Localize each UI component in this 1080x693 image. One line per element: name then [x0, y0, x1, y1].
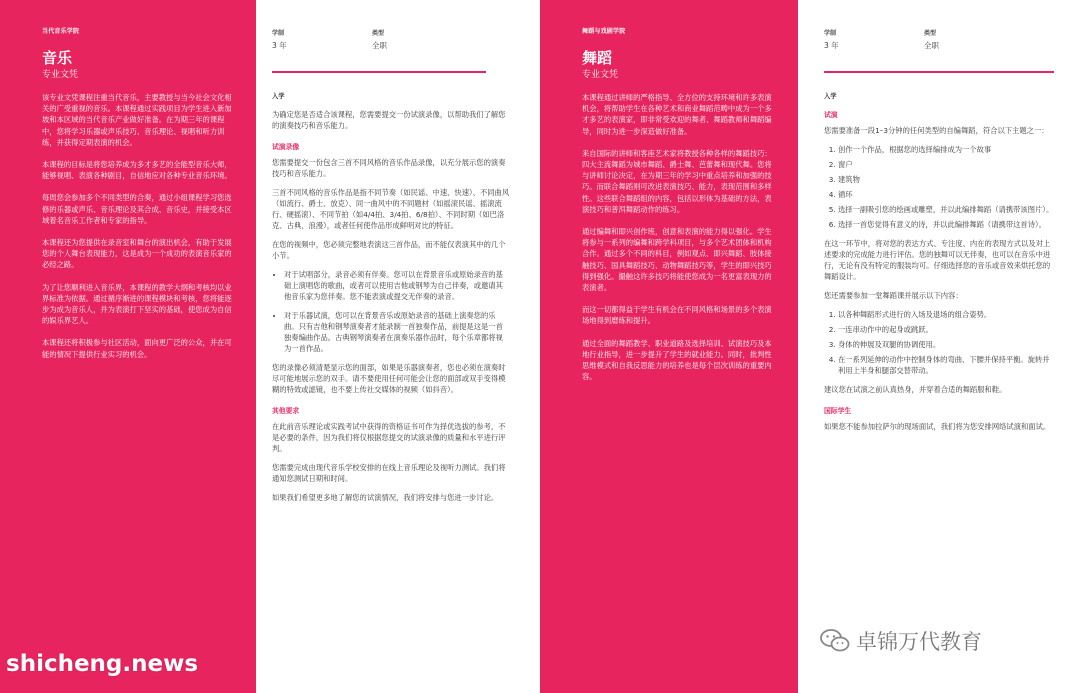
international-paragraph: 如果您不能参加拉萨尔的现场面试，我们将为您安排网络试演和面试。 [824, 422, 1051, 431]
assessment-paragraph: 在这一环节中，将对您的表达方式、专注度、内在的表现方式以及对上述要求的完成能力进行评估。您的独舞可以无伴奏，也可以在音乐中进行，无论有没有特定的服装均可。仔细选择您的音乐或音效来烘托您的舞蹈设计。 [824, 239, 1051, 281]
music-paragraph: 本课程还将积极参与社区活动，面向更广泛的公众，并在可能的情况下提供行业实习的机会。 [42, 338, 232, 359]
list-item: 4. 在一系列延伸的动作中控制身体的弯曲、下腰并保持平衡。旋转并利用上半身和腿部交替带动。 [838, 354, 1054, 376]
other-paragraph: 在此前音乐理论或实践考试中获得的资格证书可作为择优选拔的参考，不是必要的条件，因为我们将仅根据您提交的试演录像的质量和水平进行评判。 [272, 422, 506, 453]
study-label: 学制 [824, 30, 837, 37]
theme-list [824, 144, 1054, 230]
list-item: 2. 窗户 [838, 159, 1054, 170]
international-heading: 国际学生 [824, 407, 852, 415]
music-meta [272, 28, 510, 51]
music-paragraph: 为了让您顺利进入音乐界，本课程的教学大纲和考核均以业界标准为依据。通过循序渐进的课程模块和考核，您将能逐步为成为音乐人，并为表演打下坚实的基础，使您成为自信的娱乐界艺人。 [42, 282, 232, 326]
dance-requirements-panel [798, 0, 1080, 693]
admission-heading: 入学 [272, 93, 285, 100]
audition-paragraph: 您需要提交一份包含三首不同风格的音乐作品录像，以充分展示您的演奏技巧和音乐能力。 [272, 158, 506, 178]
dance-meta [824, 28, 1054, 51]
list-item: 4. 循环 [838, 189, 1054, 200]
other-paragraph: 您需要完成由现代音乐学校安排的在线上音乐理论及视听力测试。我们将通知您测试日期和时间。 [272, 463, 506, 483]
class-intro: 您还需要参加一堂舞蹈课并展示以下内容： [824, 291, 963, 300]
warmup-paragraph: 建议您在试演之前认真热身，并穿着合适的舞蹈服和鞋。 [824, 385, 1007, 394]
audition-paragraph: 您的录像必须清楚显示您的面部，如果是乐器演奏者，您也必须在演奏时尽可能地展示您的双手。请不要使用任何可能会让您的面部或双手变得模糊的特效或滤镜，也不要上传社交媒体的视频（如抖音）。 [272, 363, 506, 394]
dance-subtitle: 专业文凭 [582, 70, 619, 80]
class-list [824, 309, 1054, 376]
audition-heading: 试演 [824, 111, 838, 119]
audition-list [272, 269, 510, 354]
list-item: 3. 建筑物 [838, 174, 1054, 185]
watermark-text: shicheng.news [6, 651, 199, 677]
list-item: 1. 创作一个作品，根据您的选择编排成为一个故事 [838, 144, 1054, 155]
dance-paragraph: 来自国际的讲师和客座艺术家将教授各种各样的舞蹈技巧：四大主流舞蹈为城市舞蹈、爵士舞、芭蕾舞和现代舞。您将与讲师讨论决定，在为期三年的学习中重点培养和加强的技巧。而联合舞蹈则可改进表演技巧、能力，表现范围和多样性。这些联合舞蹈组的内容，包括以形体为基础的方法，表演技巧和普洱舞蹈动作的练习。 [582, 148, 772, 214]
list-item: 5. 选择一副吸引您的绘画或雕塑，并以此编排舞蹈（请携带该图片）。 [838, 204, 1054, 215]
admission-heading: 入学 [824, 93, 837, 100]
music-title: 音乐 [42, 49, 73, 67]
audition-heading: 试演录像 [272, 143, 300, 151]
music-paragraph: 每周您会参加多个不同类型的合奏，通过小组课程学习您选修的乐器或声乐、音乐理论及其合成、音乐史，并接受本区域着名音乐工作者和专家的指导。 [42, 193, 232, 225]
audition-paragraph: 在您的视频中，您必须完整地表演这三首作品，而不能仅表演其中的几个小节。 [272, 240, 506, 260]
study-label: 学制 [272, 30, 285, 37]
other-requirements-heading: 其他要求 [272, 407, 300, 415]
list-item: • 对于乐器试演，您可以在背景音乐或原始录音的基础上演奏您的乐曲。只有吉他和钢琴演奏者才能录制一首独奏作品，前提是这是一首独奏编曲作品。古典钢琴演奏者在演奏乐器作品时，每个乐章都将视为一首作品。 [284, 310, 510, 354]
type-label: 类型 [924, 30, 937, 37]
audition-paragraph: 三首不同风格的音乐作品是指不同节奏（如民谣、中速、快速）、不同曲风（如流行、爵士、放克）、同一曲风中的不同题材（如摇滚民谣、摇滚流行、硬摇滚）、不同节拍（如4/4拍、3/4拍、6/8拍）、不同时期（如巴洛克、古典、浪漫），或者任何使作品形成鲜明对比的特征。 [272, 188, 510, 230]
music-paragraph: 本课程还为您提供在录音室和舞台的演出机会，有助于发展您的个人舞台表现能力，这是成为一个成功的表演音乐家的必经之路。 [42, 238, 232, 270]
dance-paragraph: 本课程通过讲师的严格指导、全方位的支持环境和许多表演机会，将帮助学生在各种艺术和商业舞蹈范畴中成为一个多才多艺的表演家，即非常受欢迎的舞者、舞蹈教师和舞蹈编导，同时为进一步深造做好准备。 [582, 93, 772, 136]
type-value: 全职 [924, 41, 939, 50]
divider [824, 71, 1054, 73]
dance-paragraph: 通过编舞和即兴创作班，创意和表演的能力得以强化。学生将参与一系列的编舞和跨学科项目，与多个艺术团体和机构合作。通过多个不同的科目，例如观点、即兴舞蹈、肢体接触技巧、国具舞蹈技巧、动物舞蹈技巧等，学生的即兴技巧得到强化。撮触这许多技巧将能使您成为一名更富表现力的表演者。 [582, 227, 772, 293]
dance-title: 舞蹈 [582, 49, 613, 67]
type-value: 全职 [372, 41, 387, 50]
music-requirements-panel [256, 0, 540, 693]
list-item: 3. 身体的伸展及双腿的协调使用。 [838, 339, 1054, 350]
music-panel [0, 0, 256, 693]
dance-paragraph: 通过全面的舞蹈教学、职业道路及选择培训、试演技巧及本地行业指导，进一步提升了学生的就业能力。同时，批判性思维模式和自我反思能力的培养也是每个层次训练的重要内容。 [582, 338, 772, 382]
type-label: 类型 [372, 30, 385, 37]
music-school-label: 当代音乐学院 [42, 28, 80, 35]
other-paragraph: 如果我们希望更多地了解您的试演情况，我们将安排与您进一步讨论。 [272, 493, 499, 502]
dance-paragraph: 而这一切都得益于学生有机会在不同风格和场景的多个表演场地得到磨练和提升。 [582, 305, 772, 326]
wechat-watermark [820, 626, 982, 656]
list-item: • 对于试唱部分，录音必须有伴奏。您可以在背景音乐或原始录音的基础上演唱您的歌曲，或者可以使用吉他或钢琴为自己伴奏，或邀请其他音乐家为您伴奏。您不能表演或提交无伴奏的录音。 [284, 269, 510, 302]
list-item: 2. 一连串动作中的起身或跳跃。 [838, 324, 1054, 335]
music-subtitle: 专业文凭 [42, 70, 79, 80]
divider [272, 71, 486, 73]
music-paragraph: 该专业文凭课程注重当代音乐，主要教授与当今社会文化相关的广受重视的音乐。本课程通过实践项目为学生进入新加坡和本区域的当代音乐产业做好准备。在为期三年的课程中，您将学习乐器或声乐技巧、音乐理论、视唱和听力训练，并获得定期表演的机会。 [42, 93, 232, 147]
study-value: 3 年 [824, 41, 839, 50]
watermark-brand: 卓锦万代教育 [856, 630, 982, 654]
music-paragraph: 本课程的目标是将您培养成为多才多艺的全能型音乐大师，能够视唱、表演各种剧目，自信地应对各种专业音乐环境。 [42, 160, 232, 181]
list-item: 6. 选择一首您觉得有意义的诗，并以此编排舞蹈（请携带这首诗）。 [838, 219, 1054, 230]
admission-intro: 为确定您是否适合该课程，您需要提交一份试演录像，以帮助我们了解您的演奏技巧和音乐能力。 [272, 110, 506, 130]
audition-intro: 您需要准备一段1–3分钟的任何类型的自编舞蹈，符合以下主题之一： [824, 126, 1049, 135]
list-item: 1. 以各种舞蹈形式进行的入场及退场的组合姿势。 [838, 309, 1054, 320]
dance-school-label: 舞蹈与戏剧学院 [582, 28, 626, 35]
study-value: 3 年 [272, 41, 287, 50]
dance-panel [540, 0, 798, 693]
wechat-icon [820, 628, 850, 654]
